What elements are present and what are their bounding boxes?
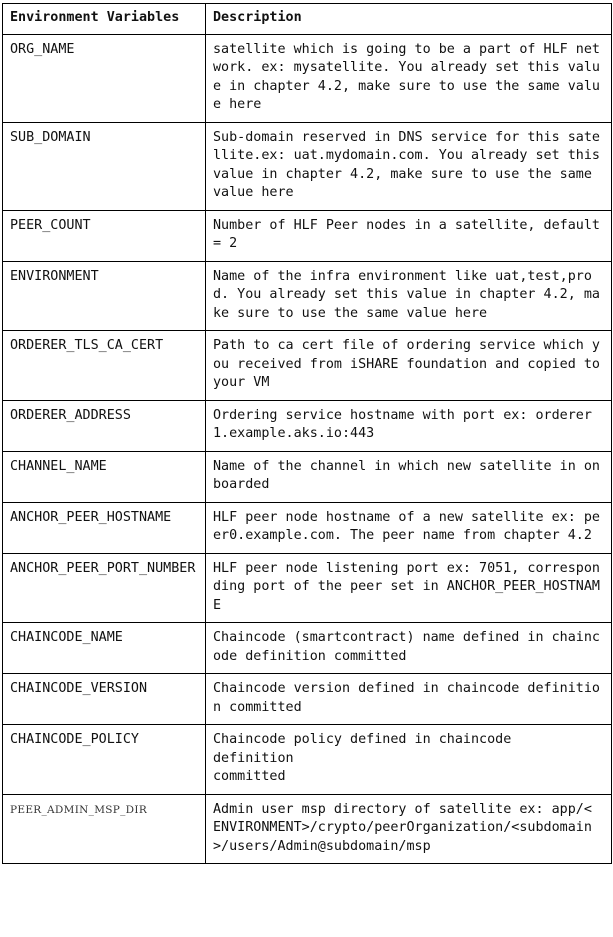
table-row — [3, 794, 612, 864]
environment-variables-table — [2, 3, 612, 864]
header-environment-variables: Environment Variables — [3, 4, 206, 35]
table-row — [3, 331, 612, 401]
variable-name: SUB_DOMAIN — [3, 122, 206, 210]
variable-name: ANCHOR_PEER_HOSTNAME — [3, 502, 206, 553]
table-row — [3, 553, 612, 623]
description-line: definition — [213, 750, 294, 766]
table-row — [3, 210, 612, 261]
variable-description: Name of the channel in which new satellite in on boarded — [206, 451, 612, 502]
table-row — [3, 502, 612, 553]
variable-description: satellite which is going to be a part of HLF network. ex: mysatellite. You already set this value in chapter 4.2, make sure to use the same value here — [206, 34, 612, 122]
variable-description — [206, 794, 612, 864]
variable-description: HLF peer node hostname of a new satellite ex: peer0.example.com. The peer name from chapter 4.2 — [206, 502, 612, 553]
variable-description: Name of the infra environment like uat,test,prod. You already set this value in chapter 4.2, make sure to use the same value here — [206, 261, 612, 331]
variable-description: Ordering service hostname with port ex: orderer1.example.aks.io:443 — [206, 400, 612, 451]
variable-description: Number of HLF Peer nodes in a satellite, default = 2 — [206, 210, 612, 261]
variable-name: CHANNEL_NAME — [3, 451, 206, 502]
table-row — [3, 34, 612, 122]
table-row — [3, 400, 612, 451]
variable-description: Chaincode version defined in chaincode definition committed — [206, 674, 612, 725]
table-row — [3, 725, 612, 795]
description-line: Admin user msp directory of satellite ex: app/< — [213, 801, 592, 817]
variable-description — [206, 725, 612, 795]
variable-description: Chaincode (smartcontract) name defined in chaincode definition committed — [206, 623, 612, 674]
variable-name: CHAINCODE_POLICY — [3, 725, 206, 795]
variable-name: ORDERER_TLS_CA_CERT — [3, 331, 206, 401]
variable-name: PEER_COUNT — [3, 210, 206, 261]
variable-name: CHAINCODE_VERSION — [3, 674, 206, 725]
table-header-row — [3, 4, 612, 35]
variable-description: Path to ca cert file of ordering service which you received from iSHARE foundation and copied to your VM — [206, 331, 612, 401]
table-row — [3, 261, 612, 331]
description-line: ENVIRONMENT>/crypto/peerOrganization/<subdomain>/users/Admin@subdomain/msp — [213, 820, 592, 854]
header-description: Description — [206, 4, 612, 35]
description-line: committed — [213, 769, 286, 784]
variable-description: HLF peer node listening port ex: 7051, corresponding port of the peer set in ANCHOR_PEER_HOSTNAME — [206, 553, 612, 623]
variable-name: ENVIRONMENT — [3, 261, 206, 331]
variable-name: CHAINCODE_NAME — [3, 623, 206, 674]
variable-name: ANCHOR_PEER_PORT_NUMBER — [3, 553, 206, 623]
table-row — [3, 674, 612, 725]
table-row — [3, 451, 612, 502]
variable-name: ORG_NAME — [3, 34, 206, 122]
description-line: Chaincode policy defined in chaincode — [213, 732, 512, 747]
variable-description: Sub-domain reserved in DNS service for this satellite.ex: uat.mydomain.com. You already set this value in chapter 4.2, make sure to use the same value here — [206, 122, 612, 210]
variable-name: PEER_ADMIN_MSP_DIR — [3, 794, 206, 864]
table-row — [3, 122, 612, 210]
variable-name: ORDERER_ADDRESS — [3, 400, 206, 451]
table-row — [3, 623, 612, 674]
